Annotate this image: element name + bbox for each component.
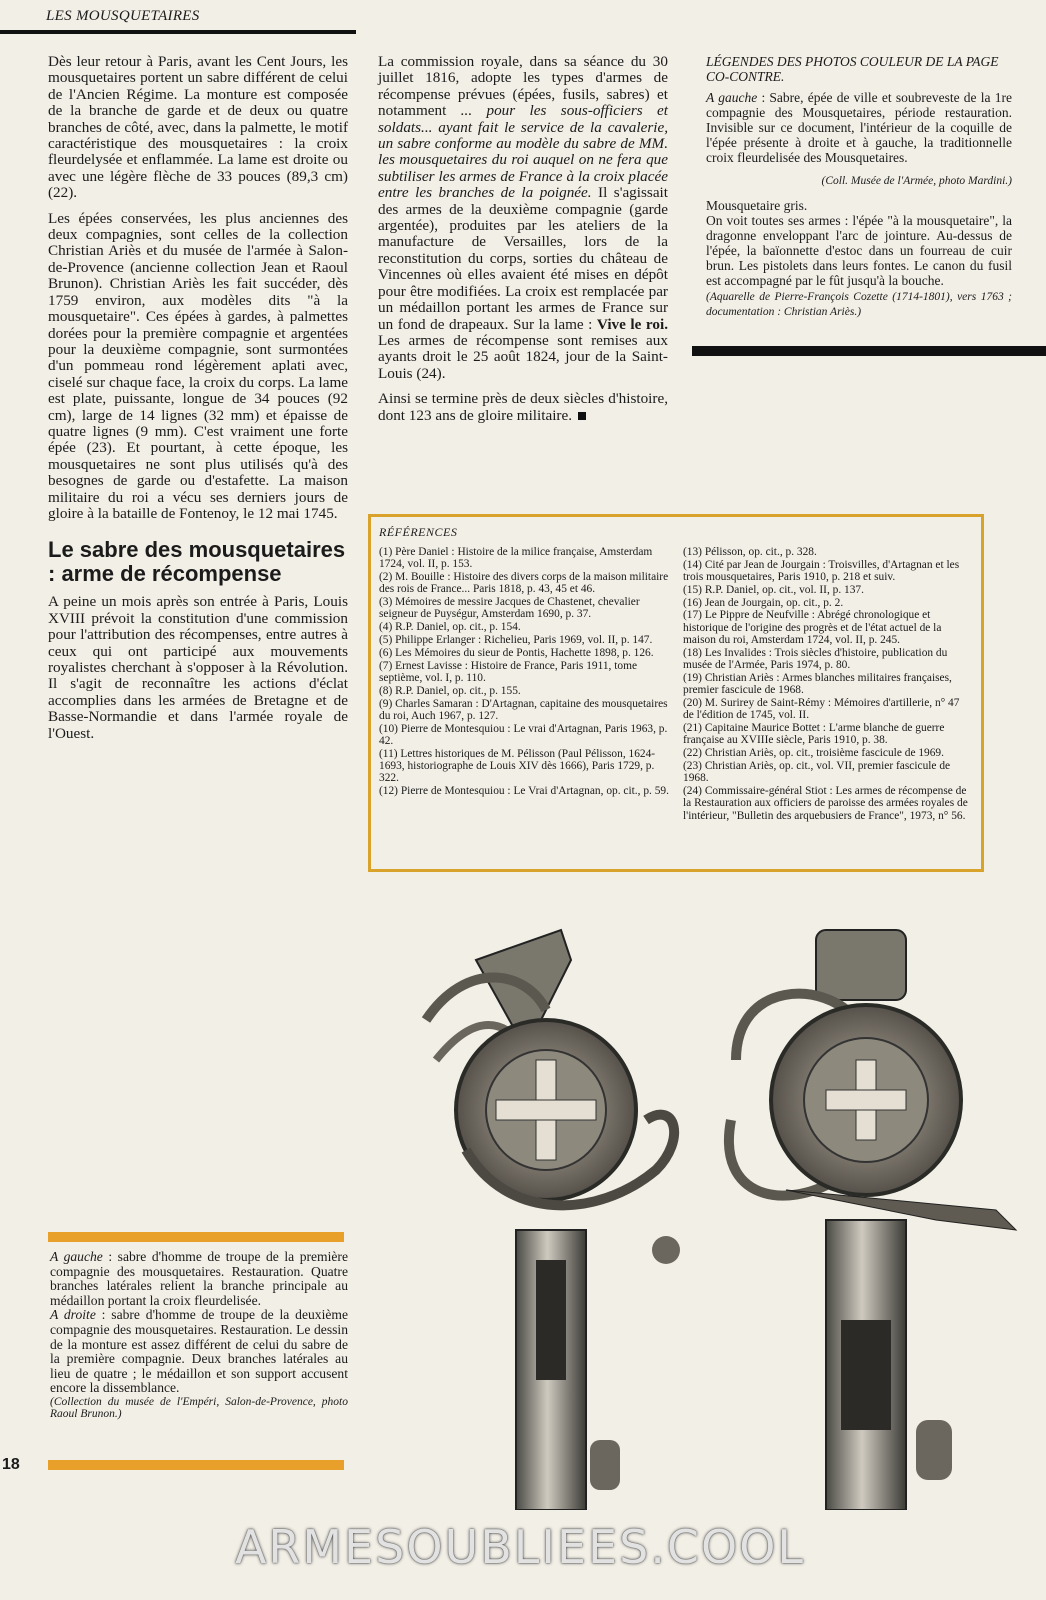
reference-item: (1) Père Daniel : Histoire de la milice française, Amsterdam 1724, vol. II, p. 153. (379, 546, 653, 571)
reference-item: (19) Christian Ariès : Armes blanches militaires françaises, premier fascicule de 1968. (683, 671, 952, 697)
caption-paragraph (706, 198, 1012, 213)
caption-right (50, 1308, 348, 1396)
text-run: Ainsi se termine près de deux siècles d'histoire, dont 123 ans de gloire militaire. (378, 390, 668, 424)
captions-title: LÉGENDES DES PHOTOS COULEUR DE LA PAGE CO-CONTRE. (706, 54, 999, 84)
reference-item: (24) Commissaire-général Stiot : Les armes de récompense de la Restauration aux officiers de paroisse des armées royales de l'intérieur, "Bulletin des arquebusiers de France", 1973, n° 56. (683, 785, 968, 822)
column-rule (692, 346, 1046, 356)
paragraph: A peine un mois après son entrée à Paris, Louis XVIII prévoit la constitution d'une commission pour l'attribution des récompenses, entre autres à ceux qui ont participé aux mouvements royalistes cherchant à s'opposer à la Révolution. Il s'agit de reconnaître les actions d'éclat accomplies dans les armées de Bretagne et de Basse-Normandie et dans l'armée royale de l'Ouest. (48, 593, 348, 742)
references-right (683, 546, 973, 823)
reference-item: (7) Ernest Lavisse : Histoire de France, Paris 1911, tome septième, vol. I, p. 110. (379, 659, 638, 684)
text-run: : Sabre, épée de ville et soubreveste de la 1re compagnie des Mousquetaires, période restauration. Invisible sur ce document, l'intérieur de la coquille de l'épée présente à droite et à gauche, la traditionnelle croix fleurdelisée des Mousquetaires. (706, 90, 1012, 165)
reference-item: (8) R.P. Daniel, op. cit., p. 155. (379, 684, 521, 697)
photo-credit: (Aquarelle de Pierre-François Cozette (1714-1801), vers 1763 ; documentation : Christian Ariès.) (706, 291, 1012, 318)
text-run: : sabre d'homme de troupe de la première compagnie des mousquetaires. Restauration. Quatre branches latérales relient la branche principale au médaillon portant la croix fleurdelisée. (50, 1249, 348, 1308)
left-sabre (426, 930, 680, 1510)
reference-item: (4) R.P. Daniel, op. cit., p. 154. (379, 621, 521, 634)
sabre-hilts-illustration (356, 900, 1046, 1510)
reference-item: (11) Lettres historiques de M. Pélisson (Paul Pélisson, 1624-1693, historiographe de Louis XIV dès 1666), Paris 1729, p. 322. (379, 747, 656, 785)
reference-item: (2) M. Bouille : Histoire des divers corps de la maison militaire des rois de France... Paris 1818, p. 43, 45 et 46. (379, 571, 669, 596)
reference-item: (21) Capitaine Maurice Bottet : L'arme blanche de guerre française au XVIIIe siècle, Paris 1910, p. 38. (683, 722, 945, 747)
blade-inscription: Vive le roi. (596, 315, 668, 333)
column-1 (48, 54, 348, 751)
running-title: LES MOUSQUETAIRES (46, 8, 200, 24)
reference-item: (6) Les Mémoires du sieur de Pontis, Hachette 1898, p. 126. (379, 646, 654, 659)
text-run: Les armes de récompense sont remises aux ayants droit le 25 août 1824, jour de la Saint-Louis (24). (378, 331, 668, 382)
reference-item: (3) Mémoires de messire Jacques de Chastenet, chevalier seigneur de Puységur, Amsterdam 1690, p. 37. (379, 596, 640, 621)
reference-item: (20) M. Surirey de Saint-Rémy : Mémoires d'artillerie, n° 47 de l'édition de 1745, vol. II. (683, 697, 960, 722)
reference-item: (5) Philippe Erlanger : Richelieu, Paris 1969, vol. II, p. 147. (379, 634, 653, 647)
reference-item: (18) Les Invalides : Trois siècles d'histoire, publication du musée de l'Armée, Paris 1974, p. 80. (683, 646, 948, 672)
references-columns (379, 546, 973, 823)
references-title: RÉFÉRENCES (379, 525, 458, 539)
section-title: Le sabre des mousquetaires : arme de récompense (48, 537, 346, 587)
caption-lead: A gauche (706, 90, 758, 105)
text-run: Il s'agissait des armes de la deuxième compagnie (garde argentée), produites par les ateliers de la manufacture de Versailles, lors de la reconstitution du corps, sorties du château de Vincennes où elles avaient été mises en dépôt pour être modifiées. La croix est remplacée par un médaillon portant les armes de France sur un fond de drapeaux. Sur la lame : (378, 184, 668, 333)
reference-item: (12) Pierre de Montesquiou : Le Vrai d'Artagnan, op. cit., p. 59. (379, 785, 669, 798)
caption-lead: A gauche (50, 1249, 103, 1264)
paragraph: Dès leur retour à Paris, avant les Cent Jours, les mousquetaires portent un sabre différent de celui de l'Ancien Régime. La monture est composée de la branche de garde et de deux ou quatre branches de côté, avec, dans la palmette, le motif caractéristique des mousquetaires : la croix fleurdelysée et enflammée. La lame est droite ou avec une légère flèche de 33 pouces (89,3 cm) (22). (48, 53, 348, 202)
column-2 (378, 54, 668, 433)
reference-item: (13) Pélisson, op. cit., p. 328. (683, 546, 817, 558)
caption-subtitle: Mousquetaire gris. (706, 198, 808, 213)
reference-item: (17) Le Pippre de Neufville : Abrégé chronologique et historique de l'origine des progrès et de l'état actuel de la maison du roi, Amsterdam 1724, vol. II, p. 245. (683, 609, 942, 647)
reference-item: (23) Christian Ariès, op. cit., vol. VII, premier fascicule de 1968. (683, 760, 951, 785)
end-of-article-mark (578, 412, 586, 420)
text-run: La commission royale, dans sa séance du 30 juillet 1816, adopte les types d'armes de récompense prévues (épées, fusils, sabres) et notamment (378, 53, 668, 120)
photo-credit: (Collection du musée de l'Empéri, Salon-de-Provence, photo Raoul Brunon.) (50, 1395, 348, 1421)
paragraph: Les épées conservées, les plus anciennes des deux compagnies, sont celles de la collection Christian Ariès et du musée de l'armée à Salon-de-Provence (ancienne collection Jean et Raoul Brunon). Christian Ariès les fait succéder, dès 1759 environ, aux modèles dits "à la mousquetaire". Ces épées à gardes, à palmettes dorées pour la première compagnie et argentées pour la deuxième compagnie, sont surmontées d'un pommeau rond légèrement aplati avec, ciselé sur chaque face, la croix du corps. La lame est plate, puissante, longue de 34 pouces (92 cm), large de 14 lignes (32 mm) et épaisse de quatre lignes (9 mm). C'est vraiment une forte épée (23). Et pourtant, à cette époque, les mousquetaires ne sont plus utilisés qu'à des besognes de garde ou d'estafette. La maison militaire du roi a vécu ses derniers jours de gloire à la bataille de Fontenoy, le 12 mai 1745. (48, 209, 348, 522)
sabre-hilts-photo (356, 900, 1046, 1510)
references-box (368, 514, 984, 872)
page-number: 18 (2, 1456, 20, 1473)
quoted-decree: ... pour les sous-officiers et soldats... ayant fait le service de la cavalerie, un sabre conforme au modèle du sabre de MM. les mousquetaires du roi auquel on ne fera que subtiliser les armes de France à la croix placée entre les branches de la poignée. (378, 102, 668, 202)
photo-caption (50, 1250, 348, 1421)
right-sabre (729, 930, 1016, 1510)
header-rule (0, 30, 356, 34)
reference-item: (22) Christian Ariès, op. cit., troisième fascicule de 1969. (683, 747, 944, 760)
caption-left (50, 1250, 348, 1308)
photo-credit: (Coll. Musée de l'Armée, photo Mardini.) (821, 175, 1012, 187)
watermark: ARMESOUBLIEES.COOL (234, 1520, 806, 1574)
text-run: : sabre d'homme de troupe de la deuxième compagnie des mousquetaires. Restauration. Le dessin de la monture est assez différent de celui du sabre de la première compagnie. Deux branches latérales au lieu de quatre ; le médaillon et son support accusent encore la dissemblance. (50, 1307, 348, 1396)
column-3-color-captions (706, 54, 1012, 329)
caption-paragraph (706, 90, 1012, 165)
reference-item: (16) Jean de Jourgain, op. cit., p. 2. (683, 596, 844, 609)
paragraph (378, 54, 668, 382)
reference-item: (9) Charles Samaran : D'Artagnan, capitaine des mousquetaires du roi, Auch 1967, p. 127. (379, 697, 668, 722)
reference-item: (15) R.P. Daniel, op. cit., vol. II, p. 137. (683, 583, 864, 596)
references-left (379, 546, 669, 823)
caption-lead: A droite (50, 1307, 96, 1323)
caption-rule-top (48, 1232, 344, 1242)
reference-item: (14) Cité par Jean de Jourgain : Troisvilles, d'Artagnan et les trois mousquetaires, Paris 1910, p. 218 et suiv. (683, 558, 960, 584)
caption-paragraph: On voit toutes ses armes : l'épée "à la mousquetaire", la dragonne enveloppant l'arc de jointure. Au-dessus de l'épée, la baïonnette d'estoc dans un fourreau de cuir brun. Les pistolets dans leurs fontes. Le canon du fusil est accompagné par le fût jusqu'à la bouche. (706, 213, 1012, 288)
caption-rule-bottom (48, 1460, 344, 1470)
reference-item: (10) Pierre de Montesquiou : Le vrai d'Artagnan, Paris 1963, p. 42. (379, 722, 668, 747)
paragraph (378, 391, 668, 424)
